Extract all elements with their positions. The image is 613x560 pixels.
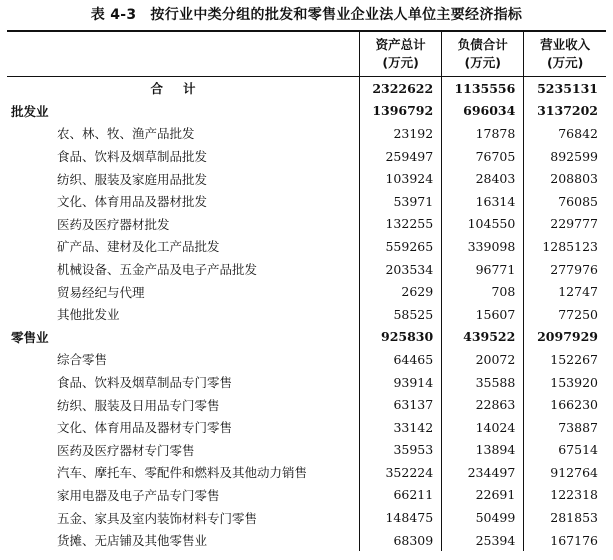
cell-total-assets: 352224 — [360, 461, 442, 484]
cell-total-liabilities: 25394 — [442, 529, 524, 552]
row-name: 农、林、牧、渔产品批发 — [57, 126, 195, 142]
row-name: 综合零售 — [57, 352, 108, 368]
row-name: 食品、饮料及烟草制品批发 — [57, 149, 208, 165]
cell-total-liabilities: 22863 — [442, 393, 524, 416]
cell-operating-revenue: 167176 — [524, 529, 606, 552]
row-name: 合计 — [150, 81, 216, 97]
cell-total-liabilities: 696034 — [442, 100, 524, 123]
table-row-section-retail — [7, 326, 606, 349]
row-name: 食品、饮料及烟草制品专门零售 — [57, 375, 233, 391]
cell-total-assets: 103924 — [360, 167, 442, 190]
table-row — [7, 461, 606, 484]
table-row — [7, 393, 606, 416]
cell-total-liabilities: 339098 — [442, 235, 524, 258]
cell-total-liabilities: 104550 — [442, 213, 524, 236]
section-name: 批发业 — [11, 103, 49, 119]
cell-operating-revenue: 912764 — [524, 461, 606, 484]
table-header — [7, 31, 606, 77]
header-total-liabilities — [442, 31, 524, 77]
cell-total-assets: 53971 — [360, 190, 442, 213]
cell-total-liabilities: 17878 — [442, 122, 524, 145]
cell-operating-revenue: 892599 — [524, 145, 606, 168]
row-name: 纺织、服装及日用品专门零售 — [57, 397, 220, 413]
cell-operating-revenue: 277976 — [524, 258, 606, 281]
cell-total-liabilities: 35588 — [442, 371, 524, 394]
header-label: 营业收入 — [540, 37, 591, 52]
cell-total-assets: 63137 — [360, 393, 442, 416]
cell-total-assets: 66211 — [360, 484, 442, 507]
cell-total-liabilities: 708 — [442, 280, 524, 303]
cell-total-assets: 148475 — [360, 506, 442, 529]
cell-operating-revenue: 208803 — [524, 167, 606, 190]
cell-operating-revenue: 122318 — [524, 484, 606, 507]
table-row — [7, 439, 606, 462]
cell-operating-revenue: 2097929 — [524, 326, 606, 349]
row-name: 其他批发业 — [57, 307, 120, 323]
row-name: 文化、体育用品及器材批发 — [57, 194, 208, 210]
row-name: 纺织、服装及家庭用品批发 — [57, 171, 208, 187]
statistics-table — [7, 30, 606, 551]
cell-total-assets: 925830 — [360, 326, 442, 349]
row-name: 文化、体育用品及器材专门零售 — [57, 420, 233, 436]
cell-total-liabilities: 1135556 — [442, 77, 524, 100]
row-name: 家用电器及电子产品专门零售 — [57, 487, 220, 503]
table-row — [7, 280, 606, 303]
cell-operating-revenue: 12747 — [524, 280, 606, 303]
table-row — [7, 371, 606, 394]
header-unit: (万元) — [382, 55, 419, 70]
table-row-total — [7, 77, 606, 100]
cell-total-liabilities: 234497 — [442, 461, 524, 484]
table-row — [7, 235, 606, 258]
cell-total-assets: 132255 — [360, 213, 442, 236]
cell-total-liabilities: 96771 — [442, 258, 524, 281]
row-name: 机械设备、五金产品及电子产品批发 — [57, 262, 258, 278]
row-name: 医药及医疗器材批发 — [57, 216, 170, 232]
row-name: 贸易经纪与代理 — [57, 284, 145, 300]
cell-total-liabilities: 16314 — [442, 190, 524, 213]
cell-total-liabilities: 15607 — [442, 303, 524, 326]
cell-total-liabilities: 439522 — [442, 326, 524, 349]
header-blank — [7, 31, 360, 77]
table-row — [7, 348, 606, 371]
cell-total-liabilities: 14024 — [442, 416, 524, 439]
cell-operating-revenue: 281853 — [524, 506, 606, 529]
cell-total-assets: 35953 — [360, 439, 442, 462]
cell-total-liabilities: 28403 — [442, 167, 524, 190]
cell-total-assets: 64465 — [360, 348, 442, 371]
cell-total-assets: 68309 — [360, 529, 442, 552]
row-name: 货摊、无店铺及其他零售业 — [57, 533, 208, 549]
row-name: 汽车、摩托车、零配件和燃料及其他动力销售 — [57, 465, 308, 481]
table-row — [7, 484, 606, 507]
cell-operating-revenue: 5235131 — [524, 77, 606, 100]
table-body — [7, 77, 606, 552]
table-title — [0, 4, 613, 24]
cell-total-liabilities: 13894 — [442, 439, 524, 462]
cell-total-assets: 33142 — [360, 416, 442, 439]
table-row — [7, 258, 606, 281]
cell-total-liabilities: 76705 — [442, 145, 524, 168]
row-name: 医药及医疗器材专门零售 — [57, 442, 195, 458]
table-row — [7, 145, 606, 168]
cell-total-assets: 559265 — [360, 235, 442, 258]
table-row — [7, 529, 606, 552]
table-row — [7, 303, 606, 326]
header-total-assets — [360, 31, 442, 77]
table-row — [7, 167, 606, 190]
table-row — [7, 213, 606, 236]
cell-total-assets: 1396792 — [360, 100, 442, 123]
header-label: 负债合计 — [457, 37, 508, 52]
cell-total-liabilities: 22691 — [442, 484, 524, 507]
table-row — [7, 506, 606, 529]
cell-operating-revenue: 73887 — [524, 416, 606, 439]
cell-operating-revenue: 166230 — [524, 393, 606, 416]
cell-operating-revenue: 1285123 — [524, 235, 606, 258]
table-number: 表 4-3 — [90, 7, 137, 23]
section-name: 零售业 — [11, 329, 49, 345]
table-title-text: 按行业中类分组的批发和零售业企业法人单位主要经济指标 — [150, 7, 523, 23]
header-unit: (万元) — [546, 55, 584, 70]
row-name: 矿产品、建材及化工产品批发 — [57, 239, 220, 255]
cell-total-assets: 58525 — [360, 303, 442, 326]
cell-total-liabilities: 50499 — [442, 506, 524, 529]
table-row-section-wholesale — [7, 100, 606, 123]
table-row — [7, 190, 606, 213]
cell-operating-revenue: 152267 — [524, 348, 606, 371]
cell-operating-revenue: 67514 — [524, 439, 606, 462]
cell-operating-revenue: 76085 — [524, 190, 606, 213]
cell-total-assets: 2629 — [360, 280, 442, 303]
cell-total-assets: 259497 — [360, 145, 442, 168]
cell-operating-revenue: 3137202 — [524, 100, 606, 123]
header-unit: (万元) — [464, 55, 501, 70]
cell-total-liabilities: 20072 — [442, 348, 524, 371]
cell-operating-revenue: 229777 — [524, 213, 606, 236]
cell-operating-revenue: 153920 — [524, 371, 606, 394]
cell-operating-revenue: 77250 — [524, 303, 606, 326]
cell-total-assets: 93914 — [360, 371, 442, 394]
row-name: 五金、家具及室内装饰材料专门零售 — [57, 510, 258, 526]
cell-total-assets: 2322622 — [360, 77, 442, 100]
header-row — [7, 31, 606, 77]
header-operating-revenue — [524, 31, 606, 77]
cell-total-assets: 23192 — [360, 122, 442, 145]
cell-total-assets: 203534 — [360, 258, 442, 281]
cell-operating-revenue: 76842 — [524, 122, 606, 145]
table-row — [7, 122, 606, 145]
header-label: 资产总计 — [375, 37, 426, 52]
table-row — [7, 416, 606, 439]
